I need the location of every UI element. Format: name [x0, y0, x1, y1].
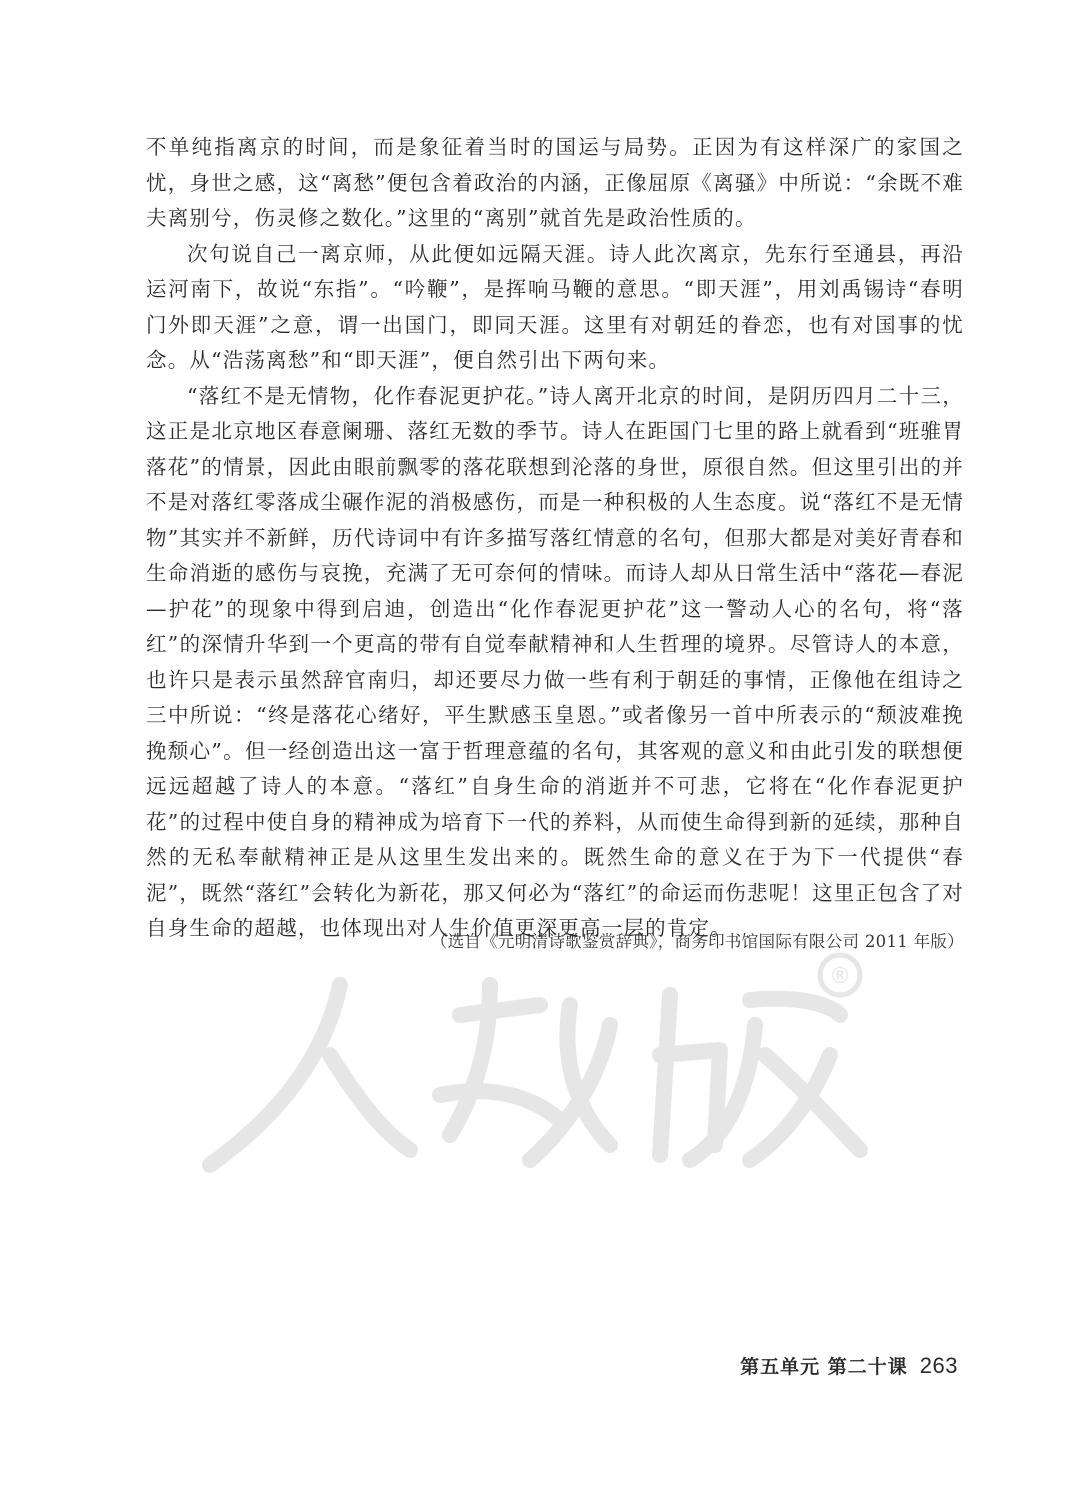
article-body: [146, 130, 964, 947]
unit-lesson-label: 第五单元 第二十课: [740, 1356, 908, 1378]
page-footer: [740, 1352, 958, 1379]
registered-mark: ®: [829, 964, 851, 989]
paragraph-continued: 不单纯指离京的时间，而是象征着当时的国运与局势。正因为有这样深广的家国之忧，身世之感，这“离愁”便包含着政治的内涵，正像屈原《离骚》中所说：“余既不难夫离别兮，伤灵修之数化。”这里的“离别”就首先是政治性质的。: [146, 135, 964, 230]
page-number: 263: [919, 1353, 958, 1378]
source-citation: （选自《元明清诗歌鉴赏辞典》，商务印书馆国际有限公司 2011 年版）: [430, 932, 964, 951]
paragraph-second-line-explanation: 次句说自己一离京师，从此便如远隔天涯。诗人此次离京，先东行至通县，再沿运河南下，故说“东指”。“吟鞭”，是挥响马鞭的意思。“即天涯”，用刘禹锡诗“春明门外即天涯”之意，谓一出国门，即同天涯。这里有对朝廷的眷恋，也有对国事的忧念。从“浩荡离愁”和“即天涯”，便自然引出下两句来。: [146, 241, 964, 372]
publisher-watermark-logo: [190, 945, 890, 1185]
paragraph-falling-petals-analysis: “落红不是无情物，化作春泥更护花。”诗人离开北京的时间，是阴历四月二十三，这正是北京地区春意阑珊、落红无数的季节。诗人在距国门七里的路上就看到“班骓胃落花”的情景，因此由眼前飘零的落花联想到沦落的身世，原很自然。但这里引出的并不是对落红零落成尘碾作泥的消极感伤，而是一种积极的人生态度。说“落红不是无情物”其实并不新鲜，历代诗词中有许多描写落红情意的名句，但那大都是对美好青春和生命消逝的感伤与哀挽，充满了无可奈何的情味。而诗人却从日常生活中“落花—春泥—护花”的现象中得到启迪，创造出“化作春泥更护花”这一警动人心的名句，将“落红”的深情升华到一个更高的带有自觉奉献精神和人生哲理的境界。尽管诗人的本意，也许只是表示虽然辞官南归，却还要尽力做一些有利于朝廷的事情，正像他在组诗之三中所说：“终是落花心绪好，平生默感玉皇恩。”或者像另一首中所表示的“颓波难挽挽颓心”。但一经创造出这一富于哲理意蕴的名句，其客观的意义和由此引发的联想便远远超越了诗人的本意。“落红”自身生命的消逝并不可悲，它将在“化作春泥更护花”的过程中使自身的精神成为培育下一代的养料，从而使生命得到新的延续，那种自然的无私奉献精神正是从这里生发出来的。既然生命的意义在于为下一代提供“春泥”，既然“落红”会转化为新花，那又何必为“落红”的命运而伤悲呢！这里正包含了对自身生命的超越，也体现出对人生价值更深更高一层的肯定。: [146, 383, 964, 940]
